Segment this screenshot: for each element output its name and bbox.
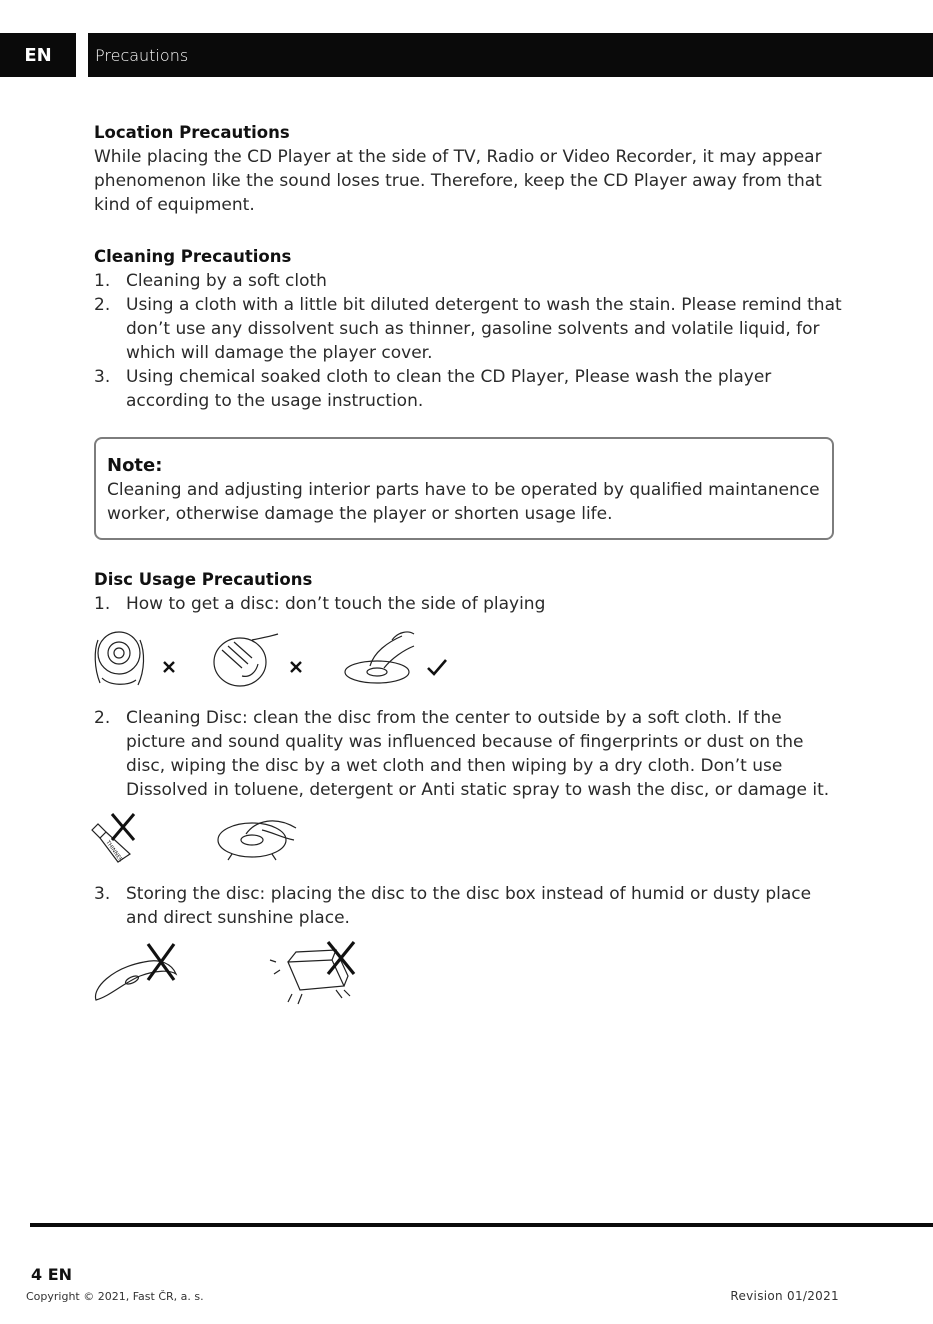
cross-icon — [112, 814, 134, 840]
checkmark-icon — [428, 660, 446, 674]
list-item: 1. Cleaning by a soft cloth — [94, 271, 327, 291]
disc-storage-illustration — [92, 940, 362, 1010]
cross-icon — [148, 944, 174, 980]
list-item: 2. Cleaning Disc: clean the disc from the center to outside by a soft cloth. If the picture and sound quality was influenced because of fingerprints or dust on the disc, wiping the disc by a wet cloth and then wiping by a dry cloth. Don’t use Dissolved in toluene, detergent or Anti static spray to wash the disc, or damage it. — [94, 708, 830, 800]
cleaning-heading: Cleaning Precautions — [94, 247, 292, 266]
disc-hold-correct-illustration — [345, 632, 414, 683]
svg-text:THINNER: THINNER — [104, 839, 124, 864]
note-box — [94, 437, 834, 540]
note-text: Cleaning and adjusting interior parts have to be operated by qualified maintanence worker, otherwise damage the player or shorten usage life. — [107, 480, 820, 524]
disc-handling-illustration — [92, 628, 462, 690]
cross-icon — [291, 662, 301, 672]
location-text: While placing the CD Player at the side of TV, Radio or Video Recorder, it may appear phenomenon like the sound loses true. Therefore, keep the CD Player away from that kind of equipment. — [94, 147, 822, 215]
disc-heading: Disc Usage Precautions — [94, 570, 313, 589]
note-title: Note: — [107, 455, 163, 476]
disc-item-3 — [94, 882, 842, 930]
disc-section — [94, 570, 842, 616]
location-section — [94, 123, 842, 217]
header-bar — [0, 33, 933, 77]
copyright: Copyright © 2021, Fast ČR, a. s. — [26, 1290, 204, 1303]
disc-item-2 — [94, 706, 842, 802]
header-divider — [76, 33, 88, 77]
page-number: 4 EN — [31, 1265, 73, 1284]
disc-hold-wrong-illustration — [95, 632, 143, 685]
list-item: 2. Using a cloth with a little bit diluted detergent to wash the stain. Please remind that don’t use any dissolvent such as thinner, gasoline solvents and volatile liquid, for which will damage the player cover. — [94, 295, 842, 363]
cross-icon — [164, 662, 174, 672]
list-item: 3. Using chemical soaked cloth to clean the CD Player, Please wash the player according to the usage instruction. — [94, 367, 772, 411]
revision: Revision 01/2021 — [730, 1289, 839, 1303]
header-title: Precautions — [95, 46, 189, 65]
language-tab: EN — [24, 44, 52, 66]
disc-hold-wrong-illustration-2 — [214, 634, 278, 686]
cross-icon — [328, 942, 354, 974]
disc-box-illustration — [270, 950, 350, 1004]
cleaning-list — [94, 269, 842, 413]
disc-list-1 — [94, 592, 842, 616]
list-item: 3. Storing the disc: placing the disc to the disc box instead of humid or dusty place and direct sunshine place. — [94, 884, 812, 928]
disc-cleaning-illustration — [86, 810, 306, 866]
list-item: 1. How to get a disc: don’t touch the side of playing — [94, 594, 546, 614]
cleaning-section — [94, 247, 842, 413]
location-heading: Location Precautions — [94, 123, 290, 142]
disc-wiping-illustration — [218, 821, 296, 860]
footer-rule — [30, 1223, 933, 1227]
